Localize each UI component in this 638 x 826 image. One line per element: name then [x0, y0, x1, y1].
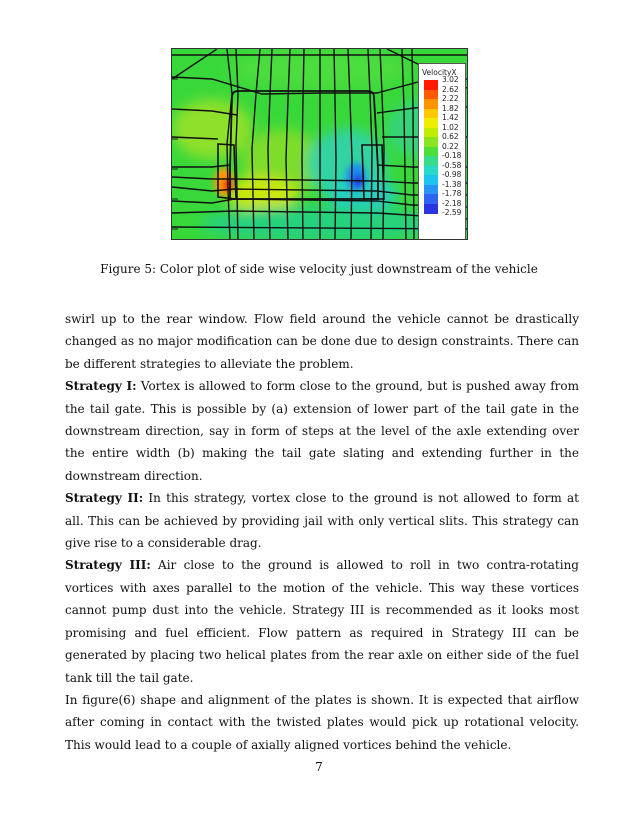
strategy-3-label: Strategy III:	[65, 558, 151, 573]
paragraph-strategy-3	[65, 554, 579, 688]
legend-swatch	[424, 147, 438, 157]
legend-tick-label: 0.62	[442, 132, 459, 141]
strategy-2-label: Strategy II:	[65, 491, 144, 506]
legend-swatch	[424, 118, 438, 128]
legend-tick-label: -0.98	[442, 170, 462, 179]
legend-swatch	[424, 137, 438, 147]
page-number: 7	[315, 760, 323, 774]
legend-swatch	[424, 80, 438, 90]
legend-tick-label: -1.78	[442, 189, 462, 198]
color-legend	[418, 63, 466, 240]
legend-tick-label: 0.22	[442, 141, 459, 151]
paragraph-strategy-1	[65, 375, 579, 487]
strategy-3-text: Air close to the ground is allowed to roll in two contra-rotating vortices with axes parallel to the motion of the vehicle. This way these vortices cannot pump dust into the vehicle. Strategy III is recommended as it looks most promising and fuel efficient. Flow pattern as required in Strategy III can be generated by placing two helical plates from the rear axle on either side of the fuel tank till the tail gate.	[65, 558, 579, 685]
legend-swatch	[424, 175, 438, 185]
strategy-2-text: In this strategy, vortex close to the ground is not allowed to form at all. This can be achieved by providing jail with only vertical slits. This strategy can give rise to a considerable drag.	[65, 491, 579, 551]
paragraph-intro: swirl up to the rear window. Flow field around the vehicle cannot be drastically changed as no major modification can be done due to design constraints. There can be different strategies to alleviate the problem.	[65, 312, 579, 371]
legend-swatch	[424, 90, 438, 100]
legend-tick-label: -2.18	[442, 198, 462, 208]
legend-tick-label: -2.59	[442, 208, 462, 217]
legend-tick-label: 1.82	[442, 103, 459, 113]
figure-caption: Figure 5: Color plot of side wise velocity just downstream of the vehicle	[100, 262, 538, 276]
legend-swatch	[424, 156, 438, 166]
legend-tick-label: -1.38	[442, 179, 462, 189]
legend-color-bar	[424, 80, 438, 213]
body-text	[65, 308, 579, 756]
legend-tick-label: -0.18	[442, 151, 462, 160]
velocity-color-plot	[171, 48, 468, 240]
legend-tick-label: 2.62	[442, 84, 459, 94]
legend-swatch	[424, 109, 438, 119]
strategy-1-text: Vortex is allowed to form close to the ground, but is pushed away from the tail gate. This is possible by (a) extension of lower part of the tail gate in the downstream direction, say in form of steps at the level of the axle extending over the entire width (b) making the tail gate slating and extending further in the downstream direction.	[65, 379, 579, 483]
legend-swatch	[424, 204, 438, 214]
paragraph-strategy-2	[65, 487, 579, 554]
legend-swatch	[424, 99, 438, 109]
legend-swatch	[424, 128, 438, 138]
legend-tick-label: 2.22	[442, 94, 459, 103]
legend-swatch	[424, 166, 438, 176]
legend-swatch	[424, 185, 438, 195]
legend-tick-label: -0.58	[442, 160, 462, 170]
legend-title: VelocityX	[422, 68, 457, 77]
legend-tick-label: 1.02	[442, 122, 459, 132]
paragraph-conclusion: In figure(6) shape and alignment of the plates is shown. It is expected that airflow after coming in contact with the twisted plates would pick up rotational velocity. This would lead to a couple of axially aligned vortices behind the vehicle.	[65, 692, 579, 752]
strategy-1-label: Strategy I:	[65, 379, 137, 394]
legend-swatch	[424, 194, 438, 204]
legend-tick-label: 3.02	[442, 75, 459, 84]
legend-tick-label: 1.42	[442, 113, 459, 122]
